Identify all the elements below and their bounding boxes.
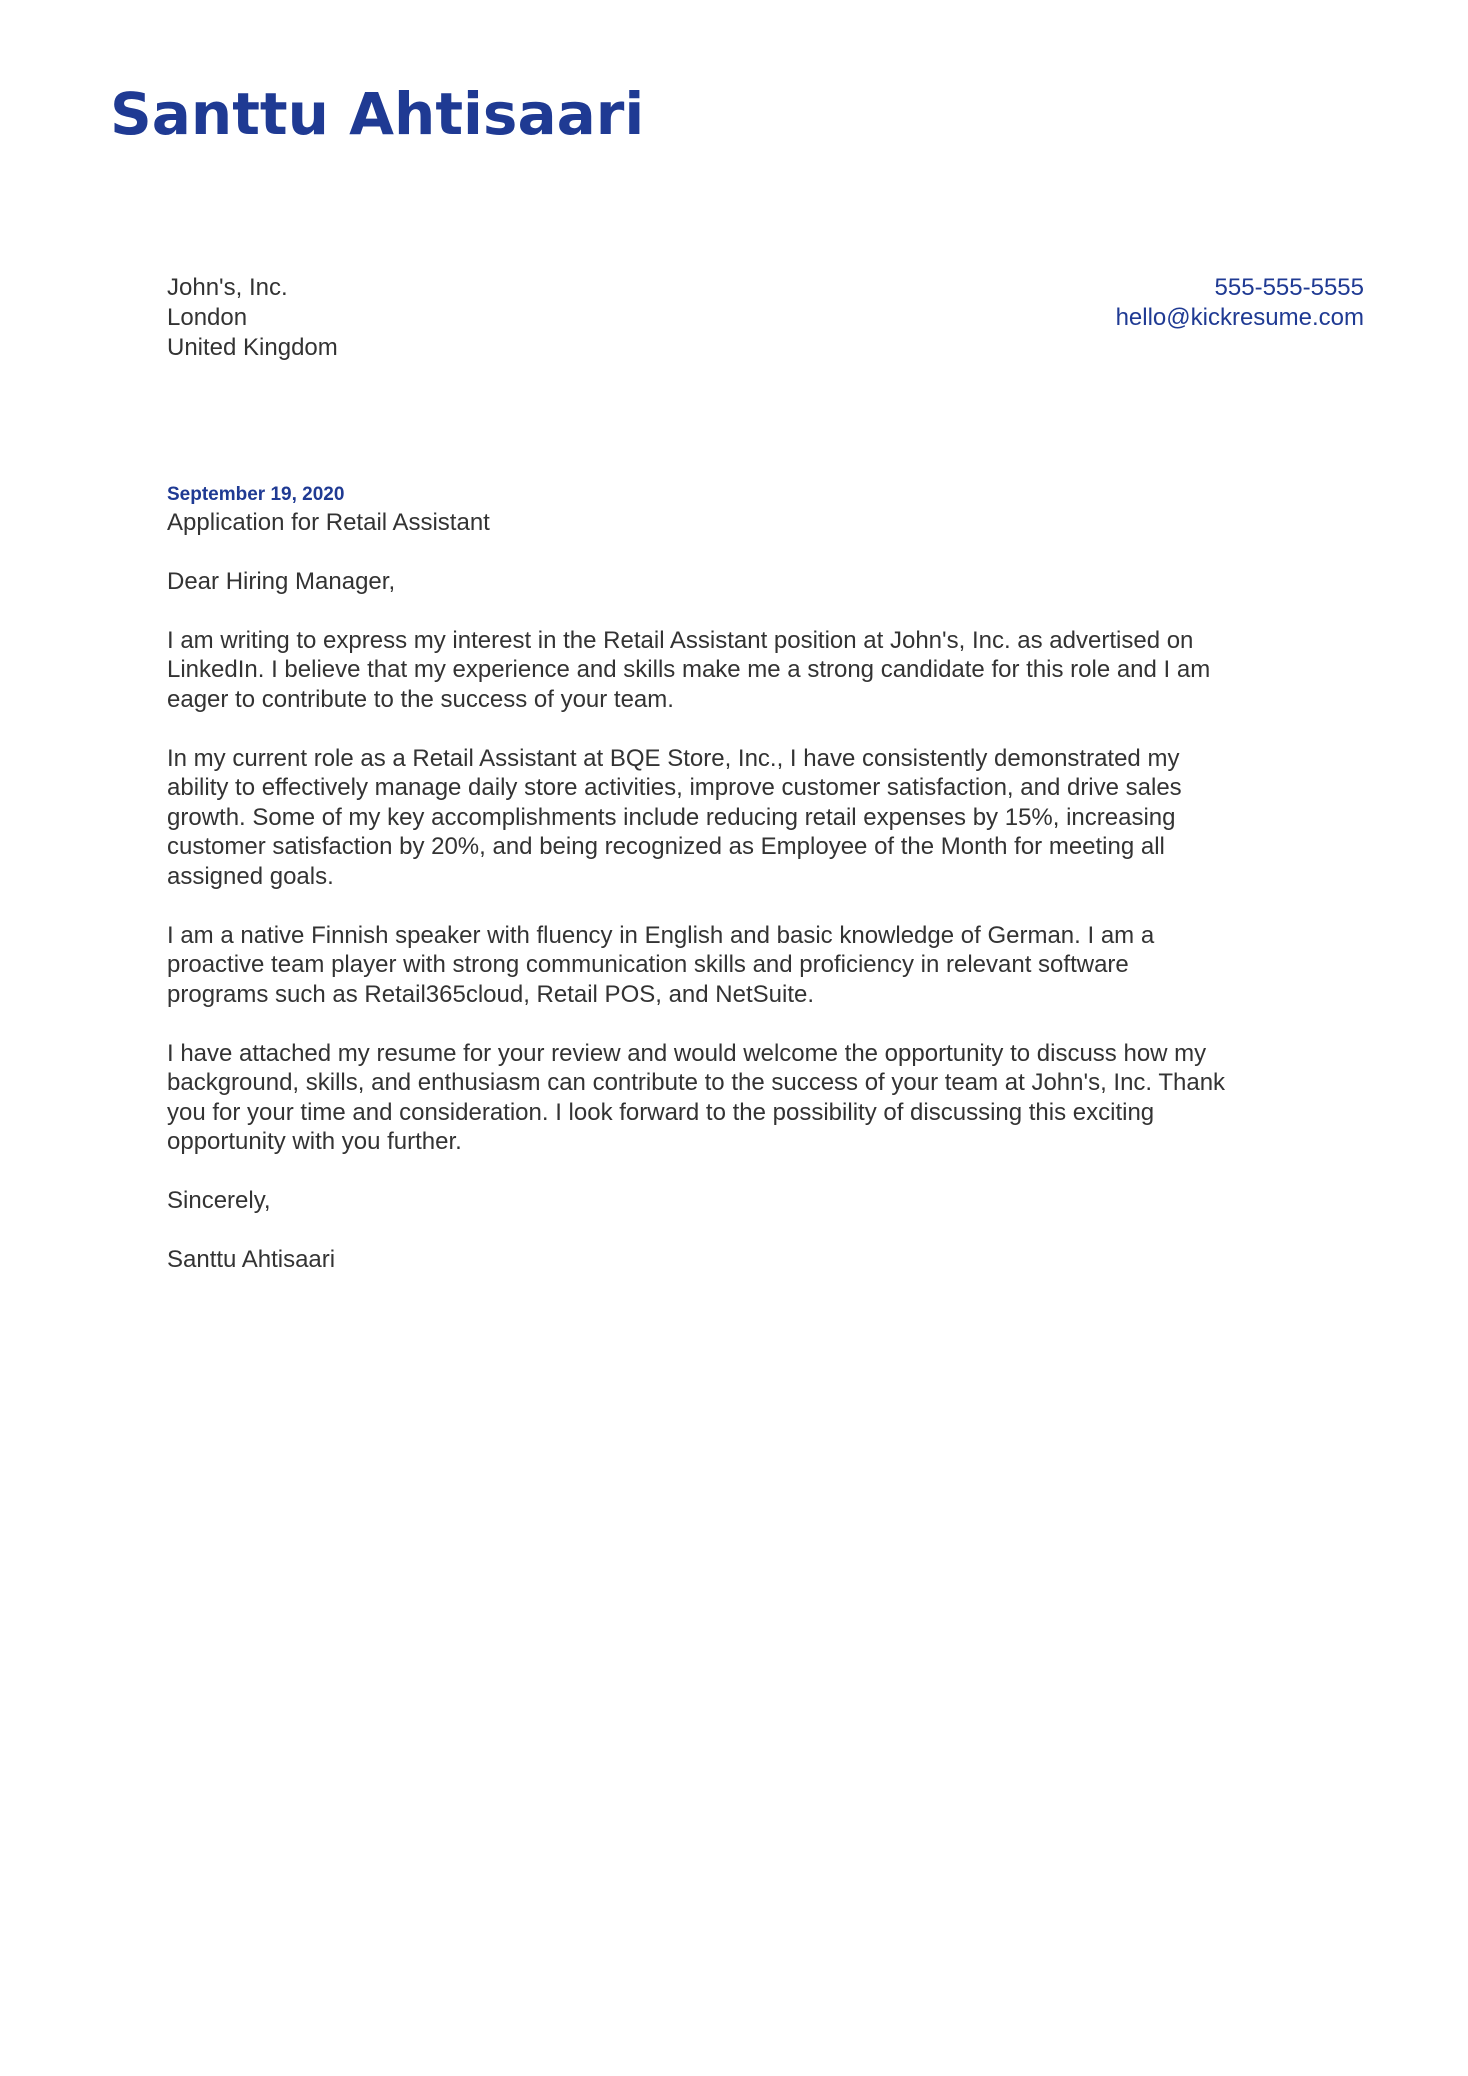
letter-salutation: Dear Hiring Manager, (167, 567, 396, 595)
recipient-city: London (167, 304, 248, 331)
paragraph-line: In my current role as a Retail Assistant at BQE Store, Inc., I have consistently demonstrated my (167, 744, 1180, 772)
recipient-company: John's, Inc. (167, 274, 288, 301)
paragraph (167, 921, 1367, 1010)
paragraph-line: I am a native Finnish speaker with fluency in English and basic knowledge of German. I am a (167, 921, 1155, 949)
letter-body (167, 482, 1367, 1304)
contact-info (1116, 273, 1364, 333)
recipient-country: United Kingdom (167, 334, 338, 361)
paragraph-line: assigned goals. (167, 862, 334, 890)
paragraph-line: growth. Some of my key accomplishments include reducing retail expenses by 15%, increasing (167, 803, 1176, 831)
paragraph (167, 626, 1367, 715)
paragraph-line: I have attached my resume for your review and would welcome the opportunity to discuss how my (167, 1039, 1207, 1067)
paragraph-line: background, skills, and enthusiasm can contribute to the success of your team at John's, Inc. Thank (167, 1069, 1226, 1096)
paragraph (167, 1039, 1367, 1157)
paragraph-line: eager to contribute to the success of your team. (167, 685, 674, 713)
contact-email: hello@kickresume.com (1115, 304, 1364, 331)
contact-phone: 555-555-5555 (1214, 274, 1364, 301)
letter-signature: Santtu Ahtisaari (167, 1246, 336, 1273)
paragraph-line: programs such as Retail365cloud, Retail POS, and NetSuite. (167, 980, 815, 1008)
paragraph-line: opportunity with you further. (167, 1128, 462, 1155)
applicant-name: Santtu Ahtisaari (110, 80, 645, 148)
paragraph-line: ability to effectively manage daily store activities, improve customer satisfaction, and drive sales (167, 774, 1182, 801)
paragraph-line: LinkedIn. I believe that my experience and skills make me a strong candidate for this role and I am (167, 656, 1211, 683)
paragraph-line: you for your time and consideration. I look forward to the possibility of discussing this exciting (167, 1098, 1155, 1126)
letter-subject: Application for Retail Assistant (167, 509, 490, 536)
paragraph-line: I am writing to express my interest in the Retail Assistant position at John's, Inc. as advertised on (167, 626, 1194, 654)
letter-date: September 19, 2020 (167, 484, 345, 505)
letter-closing: Sincerely, (167, 1187, 271, 1214)
paragraph (167, 744, 1367, 892)
recipient-address (167, 273, 338, 363)
paragraph-line: customer satisfaction by 20%, and being recognized as Employee of the Month for meeting all (167, 833, 1165, 860)
paragraph-line: proactive team player with strong communication skills and proficiency in relevant software (167, 951, 1129, 978)
